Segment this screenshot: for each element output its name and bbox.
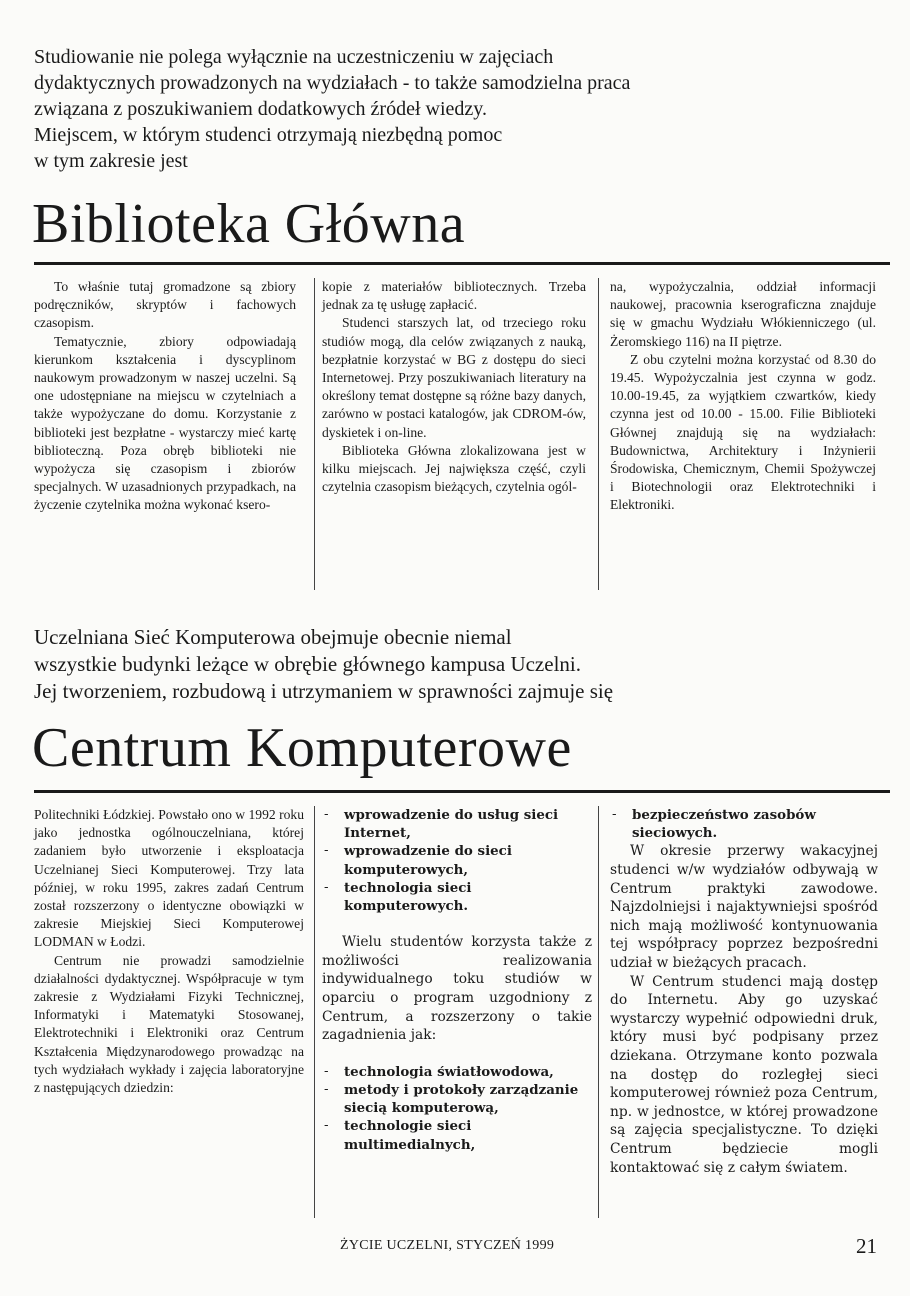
computer-centre-title-rule: [34, 790, 890, 793]
computer-centre-column-3: [610, 806, 878, 1177]
computer-centre-column-1: [34, 806, 304, 1097]
library-column-1: [34, 278, 296, 515]
library-column-2: [322, 278, 586, 496]
library-intro: [34, 44, 834, 174]
paragraph: Politechniki Łódzkiej. Powstało ono w 1992 roku jako jednostka ogólnouczelniana, której zadaniem było utworzenie i eksploatacja Uczelnianej Sieci Komputerowej. Trzy lata później, w roku 1995, zakres zadań Centrum został rozszerzony o identyczne obowiązki w zakresie Miejskiej Sieci Komputerowej LODMAN w Łodzi.: [34, 807, 304, 950]
paragraph: Wielu studentów korzysta także z możliwości realizowania indywidualnego toku studiów w oparciu o program uzgodniony z Centrum, a rozszerzony o takie zagadnienia jak:: [322, 934, 592, 1044]
library-title: Biblioteka Główna: [32, 193, 466, 255]
page-number: 21: [856, 1234, 877, 1258]
paragraph: na, wypożyczalnia, oddział informacji naukowej, pracownia kserograficzna znajduje się w gmachu Wydziału Włókienniczego (ul. Żeromskiego 116) na II piętrze.: [610, 279, 876, 349]
column-divider: [598, 806, 599, 1218]
list-item: - technologia światłowodowa,: [322, 1063, 592, 1081]
paragraph: Z obu czytelni można korzystać od 8.30 do 19.45. Wypożyczalnia jest czynna w godz. 10.00-19.45, za wyjątkiem czwartków, kiedy czynna jest od 10.00 - 15.00. Filie Biblioteki Głównej znajdują się na wydziałach: Budownictwa, Architektury i Inżynierii Środowiska, Chemicznym, Chemii Spożywczej i Biotechnologii oraz Elektrotechniki i Elektroniki.: [610, 351, 876, 513]
column-divider: [598, 278, 599, 590]
topic-list: [322, 1063, 592, 1154]
column-divider: [314, 278, 315, 590]
computer-centre-column-2: [322, 806, 592, 1154]
paragraph: W okresie przerwy wakacyjnej studenci w/w wydziałów odbywają w Centrum praktyki zawodowe. Najzdolniejsi i najaktywniejsi spośród nich mają możliwość kontynuowania tej współpracy poprzez bezpośredni udział w bieżących pracach.: [610, 843, 878, 971]
list-item: - technologie sieci multimedialnych,: [322, 1117, 592, 1153]
intro-line: dydaktycznych prowadzonych na wydziałach - to także samodzielna praca: [34, 72, 631, 94]
publication-footer: ŻYCIE UCZELNI, STYCZEŃ 1999: [340, 1238, 555, 1253]
intro-line: Miejscem, w którym studenci otrzymają niezbędną pomoc: [34, 124, 503, 146]
intro-line: Jej tworzeniem, rozbudową i utrzymaniem w sprawności zajmuje się: [34, 679, 614, 703]
computer-centre-title: Centrum Komputerowe: [32, 717, 572, 779]
paragraph: To właśnie tutaj gromadzone są zbiory podręczników, skryptów i fachowych czasopism.: [34, 279, 296, 331]
list-item: - metody i protokoły zarządzanie siecią komputerową,: [322, 1081, 592, 1117]
course-list: [322, 806, 592, 915]
paragraph: Centrum nie prowadzi samodzielnie działalności dydaktycznej. Współpracuje w tym zakresie z Wydziałami Fizyki Technicznej, Informatyki i Matematyki Stosowanej, Elektrotechniki i Elektroniki oraz Centrum Kształcenia Międzynarodowego prowadząc na tych wydziałach wykłady i zajęcia laboratoryjne z następujących dziedzin:: [34, 952, 304, 1096]
list-item: - technologia sieci komputerowych.: [322, 879, 592, 915]
column-divider: [314, 806, 315, 1218]
list-item: - bezpieczeństwo zasobów sieciowych.: [610, 806, 878, 842]
intro-line: w tym zakresie jest: [34, 150, 188, 172]
intro-line: Uczelniana Sieć Komputerowa obejmuje obecnie niemal: [34, 625, 512, 649]
library-title-rule: [34, 262, 890, 265]
library-column-3: [610, 278, 876, 515]
paragraph: W Centrum studenci mają dostęp do Internetu. Aby go uzyskać wystarczy wypełnić odpowiedni druk, który musi być podpisany przez dziekana. Otrzymane konto pozwala na dostęp do rozległej sieci komputerowej również poza Centrum, np. w jednostce, w której prowadzone są zajęcia specjalistyczne. To dzięki Centrum będziecie mogli kontaktować się z całym światem.: [610, 973, 878, 1176]
intro-line: Studiowanie nie polega wyłącznie na uczestniczeniu w zajęciach: [34, 46, 554, 68]
list-item: - wprowadzenie do sieci komputerowych,: [322, 842, 592, 878]
list-item: - wprowadzenie do usług sieci Internet,: [322, 806, 592, 842]
paragraph: Studenci starszych lat, od trzeciego roku studiów mogą, dla celów związanych z nauką, bezpłatnie korzystać w BG z dostępu do sieci Internetowej. Przy poszukiwaniach literatury na określony temat dostępne są różne bazy danych, zarówno w postaci katalogów, jak CDROM-ów, dyskietek i on-line.: [322, 315, 586, 440]
intro-line: wszystkie budynki leżące w obrębie głównego kampusa Uczelni.: [34, 652, 581, 676]
paragraph: kopie z materiałów bibliotecznych. Trzeba jednak za tę usługę zapłacić.: [322, 279, 586, 313]
intro-line: związana z poszukiwaniem dodatkowych źródeł wiedzy.: [34, 98, 487, 120]
computer-centre-intro: [34, 624, 834, 705]
topic-list-continued: [610, 806, 878, 842]
paragraph: Tematycznie, zbiory odpowiadają kierunkom kształcenia i dyscyplinom naukowym prowadzonym w naszej uczelni. Są one udostępniane na miejscu w czytelniach a także wypożyczane do domu. Korzystanie z biblioteki jest bezpłatne - wystarczy mieć kartę biblioteczną. Poza obręb biblioteki nie wypożycza się czasopism i zbiorów specjalnych. W uzasadnionych przypadkach, na życzenie czytelnika można wykonać ksero-: [34, 333, 296, 513]
paragraph: Biblioteka Główna zlokalizowana jest w kilku miejscach. Jej największa część, czyli czytelnia czasopism bieżących, czytelnia ogól-: [322, 442, 586, 495]
